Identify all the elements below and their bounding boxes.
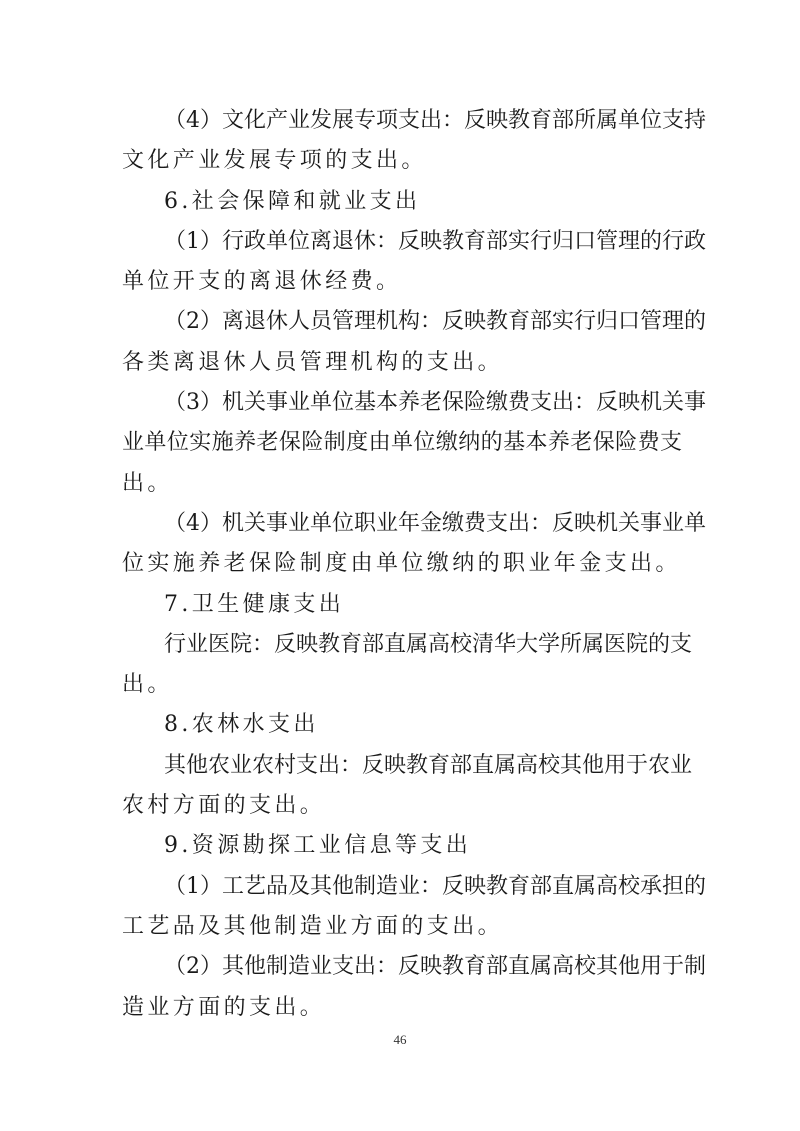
paragraph [122,947,706,1028]
text-line: 9.资源勘探工业信息等支出 [164,833,472,859]
text-line: 6.社会保障和就业支出 [164,188,421,214]
text-line: （4）文化产业发展专项支出：反映教育部所属单位支持 [164,108,706,133]
paragraph [122,585,682,625]
paragraph [122,826,682,866]
text-line: 其他农业农村支出：反映教育部直属高校其他用于农业 [164,752,693,778]
text-line: （1）工艺品及其他制造业：反映教育部直属高校承担的 [164,873,706,899]
text-line: 出。 [122,672,173,698]
paragraph [122,746,693,827]
paragraph [122,383,706,504]
document-body [122,101,706,1028]
paragraph [122,182,682,222]
text-line: 工艺品及其他制造业方面的支出。 [122,913,504,939]
paragraph [122,101,706,182]
paragraph [122,222,706,303]
text-line: 8.农林水支出 [164,712,319,738]
text-line: （3）机关事业单位基本养老保险缴费支出：反映机关事 [164,390,706,416]
paragraph [122,867,706,948]
text-line: 出。 [122,470,173,496]
paragraph [122,705,682,745]
text-line: （4）机关事业单位职业年金缴费支出：反映机关事业单 [164,510,706,536]
text-line: 造业方面的支出。 [122,994,326,1020]
text-line: （2）其他制造业支出：反映教育部直属高校其他用于制 [164,954,706,980]
paragraph [122,302,706,383]
text-line: 7.卫生健康支出 [164,591,345,617]
text-line: 业单位实施养老保险制度由单位缴纳的基本养老保险费支 [122,430,682,456]
text-line: 农村方面的支出。 [122,793,326,819]
text-line: 各类离退休人员管理机构的支出。 [122,349,504,375]
text-line: 单位开支的离退休经费。 [122,269,402,295]
text-line: 位实施养老保险制度由单位缴纳的职业年金支出。 [122,551,681,577]
text-line: 行业医院：反映教育部直属高校清华大学所属医院的支 [164,631,693,657]
paragraph [122,625,693,706]
text-line: （1）行政单位离退休：反映教育部实行归口管理的行政 [164,228,706,254]
paragraph [122,504,706,585]
page-number: 46 [393,1032,407,1047]
text-line: （2）离退休人员管理机构：反映教育部实行归口管理的 [164,309,706,335]
text-line: 文化产业发展专项的支出。 [122,148,427,174]
